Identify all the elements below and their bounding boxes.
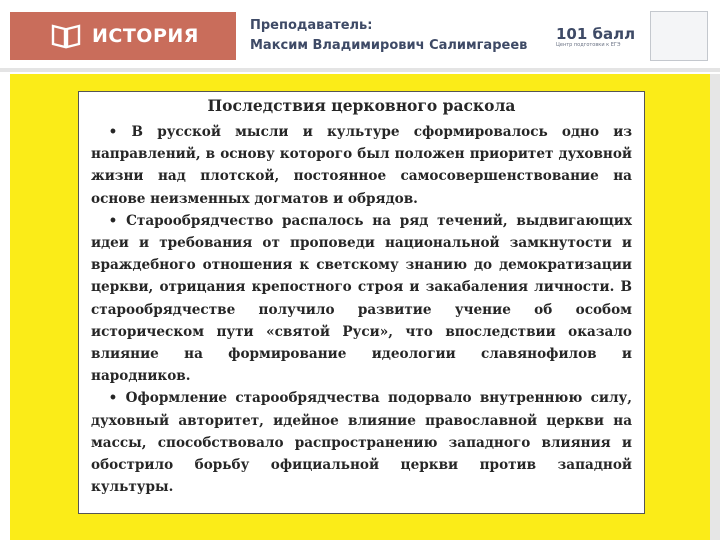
subject-title: ИСТОРИЯ — [92, 25, 199, 47]
teacher-info — [250, 16, 527, 56]
teacher-name: Максим Владимирович Салимгареев — [250, 38, 528, 53]
teacher-label: Преподаватель: — [250, 18, 373, 33]
document-scan — [78, 91, 645, 514]
book-icon — [50, 20, 82, 52]
header — [0, 0, 720, 68]
logo-tagline: Центр подготовки к ЕГЭ — [556, 42, 621, 48]
paragraph-1: • В русской мысли и культуре сформировалось одно из направлений, в основу которого был положен приоритет духовной жизни над плотской, постоянное самосовершенствование на основе неизменных догматов и обрядов. — [91, 124, 632, 207]
document-title: Последствия церковного раскола — [207, 96, 516, 115]
corner-tab — [650, 11, 708, 61]
header-divider — [0, 68, 720, 72]
paragraph-3: • Оформление старообрядчества подорвало внутреннюю силу, духовный авторитет, идейное влияние православной церкви на массы, способствовало распространению западного влияния и обострило борьбу официальной церкви против западной культуры. — [91, 390, 632, 496]
frame-shadow — [710, 74, 720, 540]
subject-banner — [10, 12, 236, 60]
paragraph-2: • Старообрядчество распалось на ряд течений, выдвигающих идеи и требования от проповеди национальной замкнутости и враждебного отношения к светскому знанию до демократизации церкви, отрицания крепостного строя и закабаления личности. В старообрядчестве получило развитие учение об особом историческом пути «святой Руси», что впоследствии оказало влияние на формирование идеологии славянофилов и народников. — [91, 212, 632, 385]
logo-main: 101 балл — [556, 25, 636, 43]
logo-101-ball — [556, 26, 635, 48]
